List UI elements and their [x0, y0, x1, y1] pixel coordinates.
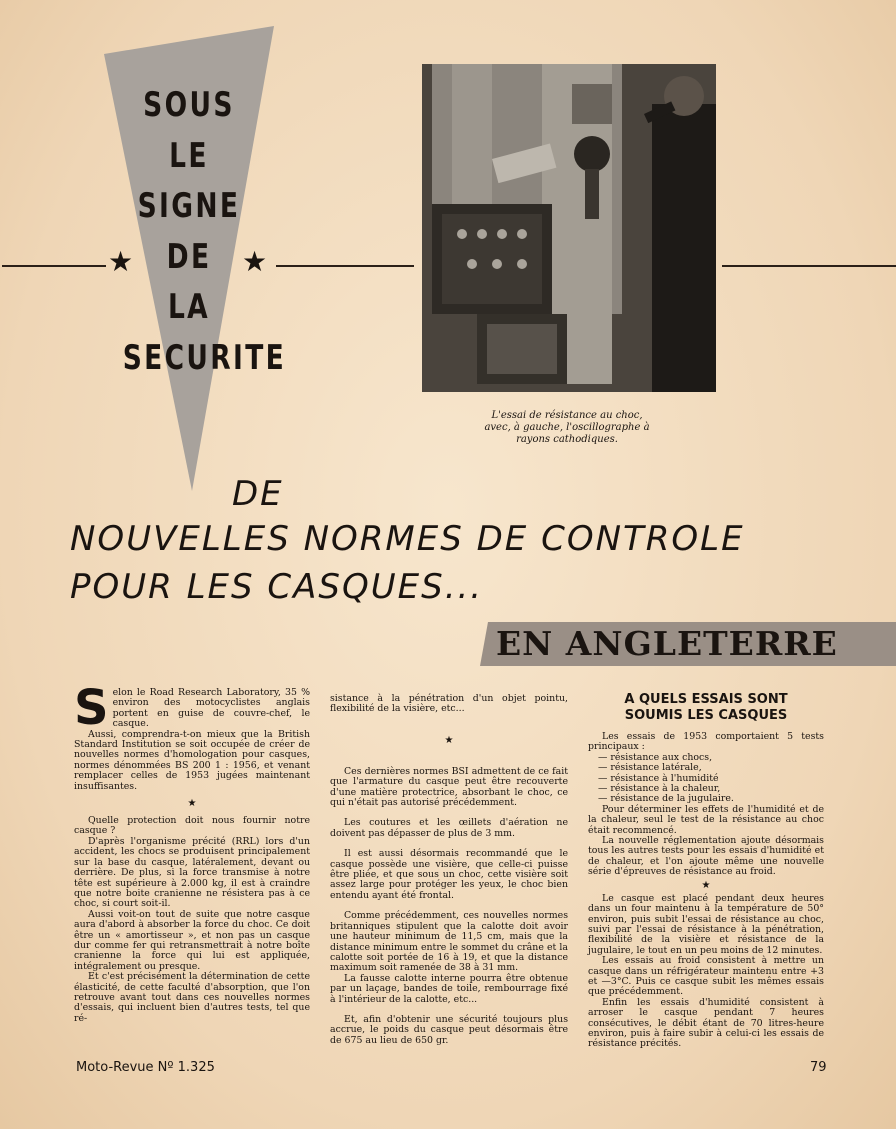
sidebar-title [588, 692, 824, 724]
paragraph: Quelle protection doit nous fournir notre casque ? [74, 815, 310, 837]
pennant-line: SOUS [143, 85, 235, 125]
headline-line3: POUR LES CASQUES... [70, 567, 484, 607]
paragraph: Aussi voit-on tout de suite que notre casque aura d'abord à absorber la force du choc. Ce doit être un « amortisseur », et non pas un casque dur comme fer qui retransmettrait à notre boîte cranienne la force qui lui est appliquée, intégralement ou presque. [74, 908, 310, 972]
sidebar-title-line: SOUMIS LES CASQUES [624, 708, 788, 723]
paragraph: Et, afin d'obtenir une sécurité toujours plus accrue, le poids du casque peut désormais être de 675 au lieu de 650 gr. [330, 1013, 568, 1046]
paragraph: Ces dernières normes BSI admettent de ce fait que l'armature du casque peut être recouverte d'une matière protectrice, absorbant le choc, ce qui n'était pas autorisé précédemment. [330, 765, 568, 809]
caption-line: L'essai de résistance au choc, [491, 410, 643, 421]
star-ornament-right: ★ [242, 245, 268, 278]
page-number: 79 [810, 1060, 827, 1075]
paragraph: sistance à la pénétration d'un objet pointu, flexibilité de la visière, etc... [330, 693, 568, 715]
headline-line2: NOUVELLES NORMES DE CONTROLE [70, 519, 745, 559]
sidebar-title-line: A QUELS ESSAIS SONT [624, 692, 788, 707]
banner-title: EN ANGLETERRE [496, 624, 838, 663]
drop-cap: S [74, 680, 109, 736]
list-item: — résistance aux chocs, [598, 751, 713, 763]
star-separator: ★ [444, 734, 454, 746]
photo-impact-test [422, 64, 716, 392]
star-separator: ★ [187, 798, 197, 810]
rule-middle [276, 265, 414, 267]
pennant-line: SECURITE [122, 337, 287, 378]
star-ornament-left: ★ [108, 245, 134, 278]
rule-left [2, 265, 106, 267]
pennant-line: DE [166, 236, 212, 277]
star-separator: ★ [701, 879, 711, 891]
list-item: — résistance de la jugulaire. [598, 793, 734, 805]
headline-line1: DE [232, 474, 284, 514]
column-3 [588, 692, 824, 1050]
paragraph: Et c'est précisément la détermination de cette élasticité, de cette faculté d'absorption, que l'on retrouve avant tout dans ces nouvelles normes d'essais, qui incluent bien d'autres tests, tel que ré- [74, 971, 310, 1024]
paragraph: Pour déterminer les effets de l'humidité et de la chaleur, seul le test de la résistance au choc était recommencé. [588, 803, 824, 836]
caption-line: rayons cathodiques. [516, 434, 618, 445]
photo-illustration [422, 64, 716, 392]
pennant-line: LA [167, 287, 211, 327]
list-item: — résistance latérale, [598, 762, 702, 774]
paragraph: D'après l'organisme précité (RRL) lors d'un accident, les chocs se produisent principalement sur la base du casque, latéralement, devant ou derrière. De plus, si la force transmise à notre tête est supérieure à 2.000 kg, il est à craindre que notre boite cranienne ne résistera pas à ce choc, si court soit-il. [74, 835, 310, 910]
rule-right [722, 265, 896, 267]
paragraph: La fausse calotte interne pourra être obtenue par un laçage, bandes de toile, rembourrage fixé à l'intérieur de la calotte, etc... [330, 972, 568, 1005]
paragraph: Comme précédemment, ces nouvelles normes britanniques stipulent que la calotte doit avoir une hauteur minimum de 11,5 cm, mais que la distance minimum entre le sommet du crâne et la calotte soit portée de 16 à 19, et que la distance maximum soit ramenée de 38 à 31 mm. [330, 910, 568, 974]
paragraph: Enfin les essais d'humidité consistent à arroser le casque pendant 7 heures consécutives, le débit étant de 70 litres-heure environ, puis à faire subir à celui-ci les essais de résistance précités. [588, 996, 824, 1050]
paragraph: Le casque est placé pendant deux heures dans un four maintenu à la température de 50° environ, puis subit l'essai de résistance au choc, suivi par l'essai de résistance à la pénétration, flexibilité de la visière et résistance de la jugulaire, le tout en un peu moins de 12 minutes. [588, 892, 824, 956]
pennant-line: LE [169, 135, 209, 176]
column-2 [330, 694, 568, 1046]
column-1 [74, 680, 310, 1024]
photo-caption [440, 410, 694, 446]
paragraph: La nouvelle réglementation ajoute désormais tous les autres tests pour les essais d'humidité et de chaleur, et l'on ajoute même une nouvelle série d'épreuves de résistance au froid. [588, 835, 824, 878]
caption-line: avec, à gauche, l'oscillographe à [484, 422, 650, 433]
paragraph: Les essais au froid consistent à mettre un casque dans un réfrigérateur maintenu entre +3 et —3°C. Puis ce casque subit les mêmes essais que précédemment. [588, 955, 824, 998]
paragraph: Il est aussi désormais recommandé que le casque possède une visière, que celle-ci puisse être pliée, et que sous un choc, cette visière soit assez large pour protéger les yeux, le choc bien entendu ayant été frontal. [330, 848, 568, 901]
list-item: — résistance à l'humidité [598, 772, 719, 784]
paragraph: Les essais de 1953 comportaient 5 tests principaux : [588, 731, 824, 753]
paragraph: Aussi, comprendra-t-on mieux que la British Standard Institution se soit occupée de créer de nouvelles normes d'homologation pour casques, normes dénommées BS 200 1 : 1956, et venant remplacer celles de 1953 jugées maintenant insuffisantes. [74, 728, 310, 792]
pennant-line: SIGNE [137, 186, 241, 226]
list-item: — résistance à la chaleur, [598, 783, 721, 795]
paragraph: elon le Road Research Laboratory, 35 % environ des motocyclistes anglais portent en guise de couvre-chef, le casque. [112, 687, 310, 730]
footer-magazine: Moto-Revue Nº 1.325 [76, 1060, 215, 1075]
pennant-title [122, 80, 287, 383]
paragraph: Les coutures et les œillets d'aération ne doivent pas dépasser de plus de 3 mm. [330, 817, 568, 839]
